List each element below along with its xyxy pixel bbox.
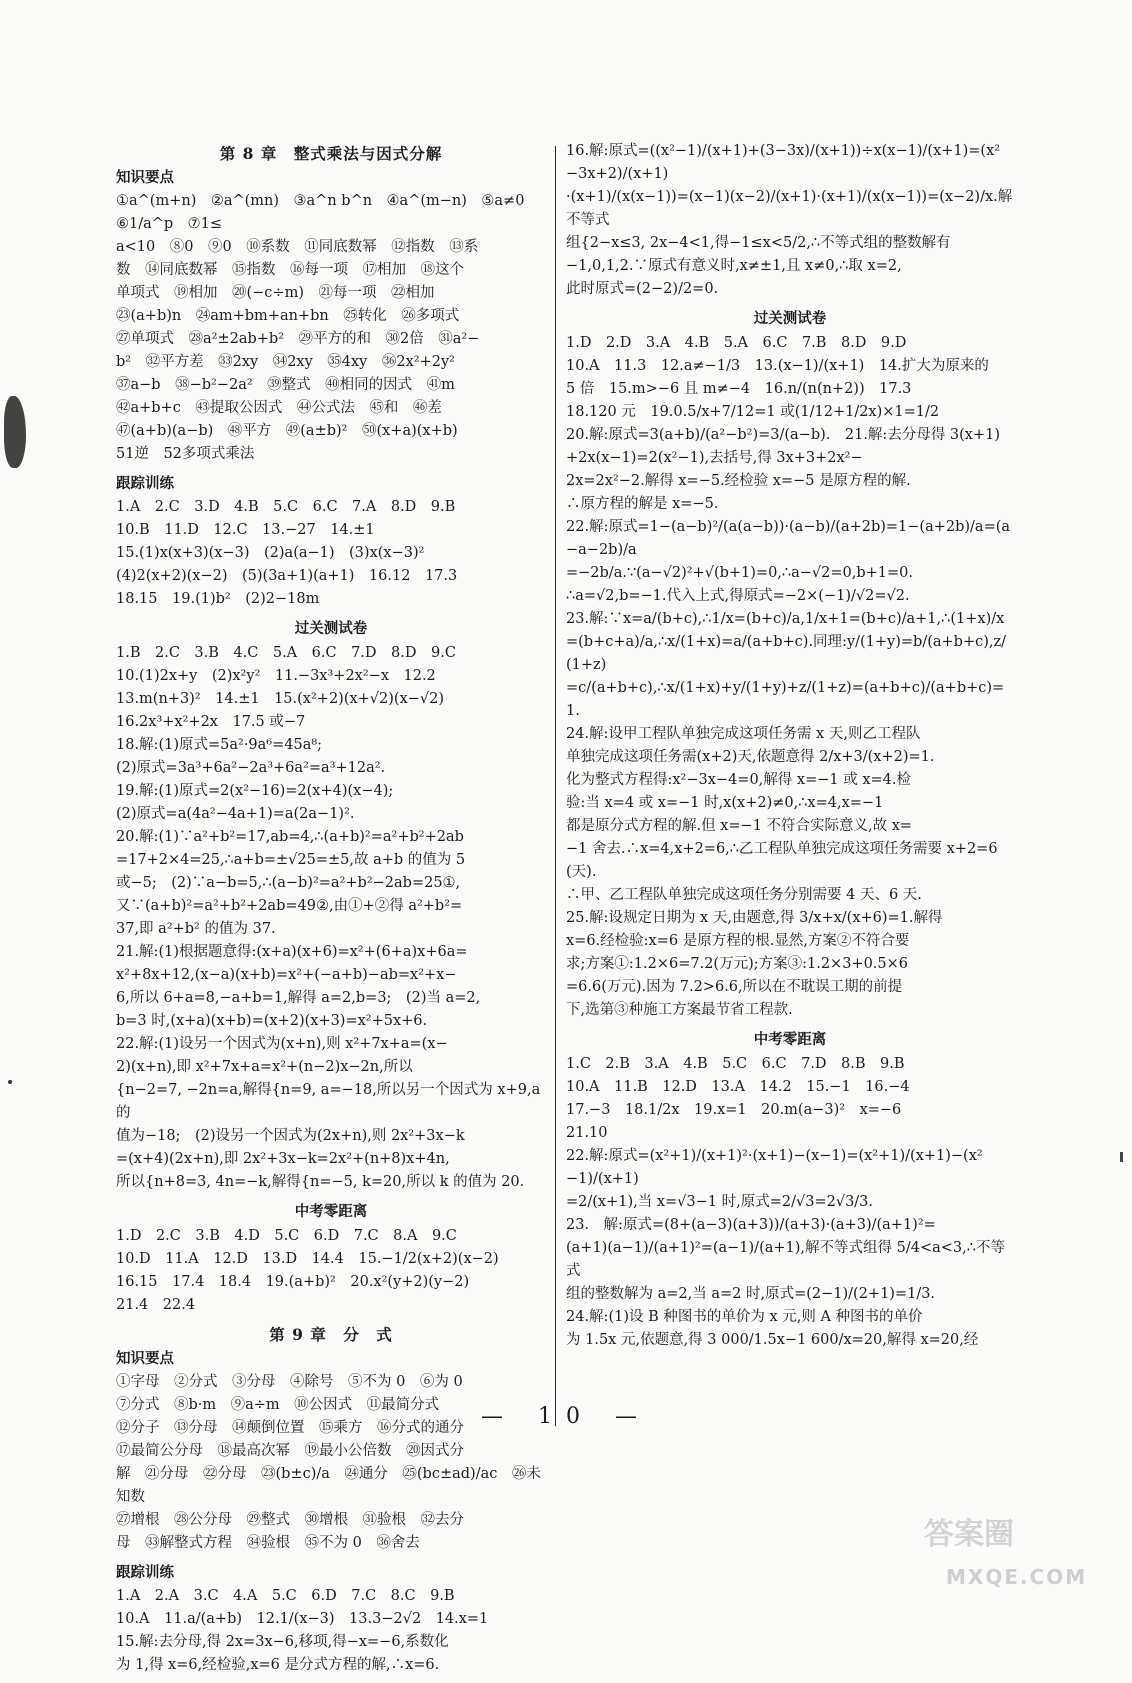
- answer-line: (4)2(x+2)(x−2) (5)(3a+1)(a+1) 16.12 17.3: [116, 568, 458, 584]
- answer-line: +2x(x−1)=2(x²−1),去括号,得 3x+3+2x²−: [566, 450, 863, 466]
- answer-line: =(b+c+a)/a,∴x/(1+x)=a/(a+b+c).同理:y/(1+y)=b/(a+b+c),z/(1+z): [566, 634, 1007, 673]
- answer-line: 20.解:(1)∵a²+b²=17,ab=4,∴(a+b)²=a²+b²+2ab: [116, 829, 464, 845]
- section-heading: 跟踪训练: [116, 1564, 174, 1581]
- answer-line: 18.120 元 19.0.5/x+7/12=1 或(1/12+1/2x)×1=1/2: [566, 404, 940, 420]
- answer-line: 21.4 22.4: [116, 1297, 196, 1313]
- section-heading: 过关测试卷: [294, 620, 368, 637]
- answer-line: 1.C 2.B 3.A 4.B 5.C 6.C 7.D 8.B 9.B: [566, 1056, 905, 1072]
- answer-line: 组{2−x≤3, 2x−4<1,得−1≤x<5/2,∴不等式组的整数解有: [566, 235, 951, 251]
- right-column: [566, 140, 1014, 1358]
- answer-line: a<10 ⑧0 ⑨0 ⑩系数 ⑪同底数幂 ⑫指数 ⑬系: [116, 239, 479, 255]
- chapter-title: 第 8 章 整式乘法与因式分解: [219, 144, 443, 163]
- answer-line: 10.A 11.a/(a+b) 12.1/(x−3) 13.3−2√2 14.x=1: [116, 1611, 489, 1627]
- answer-line: ㉗增根 ㉘公分母 ㉙整式 ㉚增根 ㉛验根 ㉜去分: [116, 1512, 464, 1528]
- answer-line: ①a^(m+n) ②a^(mn) ③a^n b^n ④a^(m−n) ⑤a≠0 ⑥1/a^p ⑦1≤: [116, 193, 539, 232]
- answer-line: 15.解:去分母,得 2x=3x−6,移项,得−x=−6,系数化: [116, 1634, 449, 1650]
- column-divider: [555, 146, 556, 1426]
- watermark-logo-text: 答案圈: [924, 1517, 1014, 1552]
- answer-line: 22.解:原式=1−(a−b)²/(a(a−b))·(a−b)/(a+2b)=1−(a+2b)/a=(a−a−2b)/a: [566, 519, 1011, 558]
- answer-line: x²+8x+12,(x−a)(x+b)=x²+(−a+b)−ab=x²+x−: [116, 967, 457, 983]
- answer-line: 验:当 x=4 或 x=−1 时,x(x+2)≠0,∴x=4,x=−1: [566, 795, 884, 811]
- answer-line: ㊼(a+b)(a−b) ㊽平方 ㊾(a±b)² ㊿(x+a)(x+b): [116, 423, 458, 439]
- answer-line: −1 舍去.∴x=4,x+2=6,∴乙工程队单独完成这项任务需要 x+2=6(天).: [566, 841, 998, 880]
- tracking-answers-continued: [566, 140, 1014, 301]
- chapter-title: 第 9 章 分 式: [269, 1325, 393, 1344]
- answer-line: 1.A 2.C 3.D 4.B 5.C 6.C 7.A 8.D 9.B: [116, 499, 456, 515]
- answer-line: (2)原式=a(4a²−4a+1)=a(2a−1)².: [116, 806, 355, 822]
- answer-line: 17.−3 18.1/2x 19.x=1 20.m(a−3)² x=−6: [566, 1102, 902, 1118]
- answer-line: 1.A 2.A 3.C 4.A 5.C 6.D 7.C 8.C 9.B: [116, 1588, 455, 1604]
- answer-line: 2x=2x²−2.解得 x=−5.经检验 x=−5 是原方程的解.: [566, 473, 911, 489]
- answer-line: 16.解:原式=((x²−1)/(x+1)+(3−3x)/(x+1))÷x(x−1)/(x+1)=(x²−3x+2)/(x+1): [566, 143, 1001, 182]
- answer-line: 所以{n+8=3, 4n=−k,解得{n=−5, k=20,所以 k 的值为 20.: [116, 1174, 525, 1190]
- left-column: [116, 140, 546, 1683]
- answer-line: 37,即 a²+b² 的值为 37.: [116, 921, 276, 937]
- exam-answers: [116, 1225, 546, 1317]
- answer-line: 此时原式=(2−2)/2=0.: [566, 281, 719, 297]
- answer-line: =c/(a+b+c),∴x/(1+x)+y/(1+y)+z/(1+z)=(a+b+c)/(a+b+c)=1.: [566, 680, 1005, 719]
- knowledge-points: [116, 190, 546, 466]
- answer-line: 15.(1)x(x+3)(x−3) (2)a(a−1) (3)x(x−3)²: [116, 545, 425, 561]
- test-answers: [566, 332, 1014, 1022]
- answer-line: 22.解:(1)设另一个因式为(x+n),则 x²+7x+a=(x−: [116, 1036, 448, 1052]
- answer-line: 19.解:(1)原式=2(x²−16)=2(x+4)(x−4);: [116, 783, 394, 799]
- answer-line: 23.解:∵x=a/(b+c),∴1/x=(b+c)/a,1/x+1=(b+c)/a+1,∴(1+x)/x: [566, 611, 1005, 627]
- answer-line: 为 1,得 x=6,经检验,x=6 是分式方程的解,∴x=6.: [116, 1657, 440, 1673]
- answer-line: 数 ⑭同底数幂 ⑮指数 ⑯每一项 ⑰相加 ⑱这个: [116, 262, 464, 278]
- answer-line: 5 倍 15.m>−6 且 m≠−4 16.n/(n(n+2)) 17.3: [566, 381, 912, 397]
- answer-line: ⑫分子 ⑬分母 ⑭颠倒位置 ⑮乘方 ⑯分式的通分: [116, 1420, 464, 1436]
- answer-line: 16.15 17.4 18.4 19.(a+b)² 20.x²(y+2)(y−2): [116, 1274, 470, 1290]
- section-heading: 知识要点: [116, 1350, 174, 1367]
- answer-line: 20.解:原式=3(a+b)/(a²−b²)=3/(a−b). 21.解:去分母得 3(x+1): [566, 427, 1001, 443]
- answer-line: 为 1.5x 元,依题意,得 3 000/1.5x−1 600/x=20,解得 x=20,经: [566, 1332, 979, 1348]
- scan-dot: [1120, 1152, 1123, 1162]
- answer-line: ㊷a+b+c ㊸提取公因式 ㊹公式法 ㊺和 ㊻差: [116, 400, 442, 416]
- answer-line: 16.2x³+x²+2x 17.5 或−7: [116, 714, 306, 730]
- answer-line: 下,选第③种施工方案最节省工程款.: [566, 1002, 793, 1018]
- answer-line: 21.10: [566, 1125, 608, 1141]
- page-number-value: 10: [538, 1404, 594, 1429]
- answer-line: 单项式 ⑲相加 ⑳(−c÷m) ㉑每一项 ㉒相加: [116, 285, 435, 301]
- scan-dot: [8, 1080, 12, 1084]
- answer-line: 都是原分式方程的解.但 x=−1 不符合实际意义,故 x=: [566, 818, 913, 834]
- section-heading: 过关测试卷: [753, 310, 827, 327]
- section-heading: 中考零距离: [753, 1031, 827, 1048]
- answer-line: 组的整数解为 a=2,当 a=2 时,原式=(2−1)/(2+1)=1/3.: [566, 1286, 936, 1302]
- answer-line: (a+1)(a−1)/(a+1)²=(a−1)/(a+1),解不等式组得 5/4<a<3,∴不等式: [566, 1240, 1005, 1279]
- answer-line: ㉗单项式 ㉘a²±2ab+b² ㉙平方的和 ㉚2倍 ㉛a²−: [116, 331, 480, 347]
- exam-answers: [566, 1053, 1014, 1352]
- answer-line: 10.D 11.A 12.D 13.D 14.4 15.−1/2(x+2)(x−2): [116, 1251, 499, 1267]
- section-heading: 跟踪训练: [116, 475, 174, 492]
- answer-line: 2)(x+n),即 x²+7x+a=x²+(n−2)x−2n,所以: [116, 1059, 413, 1075]
- answer-line: ∴a=√2,b=−1.代入上式,得原式=−2×(−1)/√2=√2.: [566, 588, 910, 604]
- answer-line: 1.D 2.D 3.A 4.B 5.A 6.C 7.B 8.D 9.D: [566, 335, 907, 351]
- section-heading: 知识要点: [116, 169, 174, 186]
- watermark-logo: [916, 1506, 1116, 1596]
- answer-line: ①字母 ②分式 ③分母 ④除号 ⑤不为 0 ⑥为 0: [116, 1374, 463, 1390]
- answer-line: ∴甲、乙工程队单独完成这项任务分别需要 4 天、6 天.: [566, 887, 922, 903]
- answer-line: =17+2×4=25,∴a+b=±√25=±5,故 a+b 的值为 5: [116, 852, 466, 868]
- answer-line: =6.6(万元).因为 7.2>6.6,所以在不耽误工期的前提: [566, 979, 903, 995]
- answer-line: 23. 解:原式=(8+(a−3)(a+3))/(a+3)·(a+3)/(a+1)²=: [566, 1217, 936, 1233]
- answer-line: 51逆 52多项式乘法: [116, 446, 255, 462]
- answer-line: 或−5; (2)∵a−b=5,∴(a−b)²=a²+b²−2ab=25①,: [116, 875, 461, 891]
- answer-line: ⑦分式 ⑧b·m ⑨a÷m ⑩公因式 ⑪最简分式: [116, 1397, 440, 1413]
- answer-line: 22.解:原式=(x²+1)/(x+1)²·(x+1)−(x−1)=(x²+1)/(x+1)−(x²−1)/(x+1): [566, 1148, 983, 1187]
- tracking-answers: [116, 496, 546, 611]
- answer-line: 18.15 19.(1)b² (2)2−18m: [116, 591, 320, 607]
- answer-line: =2/(x+1),当 x=√3−1 时,原式=2/√3=2√3/3.: [566, 1194, 874, 1210]
- answer-line: 10.B 11.D 12.C 13.−27 14.±1: [116, 522, 375, 538]
- section-heading: 中考零距离: [294, 1203, 368, 1220]
- answer-line: {n−2=7, −2n=a,解得{n=9, a=−18,所以另一个因式为 x+9,a 的: [116, 1082, 545, 1121]
- answer-line: 10.A 11.3 12.a≠−1/3 13.(x−1)/(x+1) 14.扩大为原来的: [566, 358, 989, 374]
- answer-line: ·(x+1)/(x(x−1))=(x−1)(x−2)/(x+1)·(x+1)/(x(x−1))=(x−2)/x.解不等式: [566, 189, 1013, 228]
- answer-line: 10.A 11.B 12.D 13.A 14.2 15.−1 16.−4: [566, 1079, 910, 1095]
- answer-line: 1.B 2.C 3.B 4.C 5.A 6.C 7.D 8.D 9.C: [116, 645, 456, 661]
- answer-line: 10.(1)2x+y (2)x²y² 11.−3x³+2x²−x 12.2: [116, 668, 436, 684]
- answer-line: (2)原式=3a³+6a²−2a³+6a²=a³+12a².: [116, 760, 386, 776]
- answer-line: ㉓(a+b)n ㉔am+bm+an+bn ㉕转化 ㉖多项式: [116, 308, 460, 324]
- answer-line: =(x+4)(2x+n),即 2x²+3x−k=2x²+(n+8)x+4n,: [116, 1151, 450, 1167]
- answer-line: 解 ㉑分母 ㉒分母 ㉓(b±c)/a ㉔通分 ㉕(bc±ad)/ac ㉖未知数: [116, 1466, 541, 1505]
- answer-line: ∴原方程的解是 x=−5.: [566, 496, 719, 512]
- answer-line: 6,所以 6+a=8,−a+b=1,解得 a=2,b=3; (2)当 a=2,: [116, 990, 481, 1006]
- page-number: — 10 —: [481, 1404, 651, 1429]
- answer-line: 值为−18; (2)设另一个因式为(2x+n),则 2x²+3x−k: [116, 1128, 465, 1144]
- test-answers: [116, 642, 546, 1194]
- answer-line: b² ㉜平方差 ㉝2xy ㉞2xy ㉟4xy ㊱2x²+2y²: [116, 354, 455, 370]
- answer-line: ㊲a−b ㊳−b²−2a² ㊴整式 ㊵相同的因式 ㊶m: [116, 377, 455, 393]
- answer-line: 1.D 2.C 3.B 4.D 5.C 6.D 7.C 8.A 9.C: [116, 1228, 457, 1244]
- answer-line: b=3 时,(x+a)(x+b)=(x+2)(x+3)=x²+5x+6.: [116, 1013, 428, 1029]
- answer-line: 18.解:(1)原式=5a²·9a⁶=45a⁸;: [116, 737, 323, 753]
- answer-line: 13.m(n+3)² 14.±1 15.(x²+2)(x+√2)(x−√2): [116, 691, 445, 707]
- answer-line: −1,0,1,2.∵原式有意义时,x≠±1,且 x≠0,∴取 x=2,: [566, 258, 902, 274]
- answer-line: 24.解:设甲工程队单独完成这项任务需 x 天,则乙工程队: [566, 726, 921, 742]
- answer-line: =−2b/a.∵(a−√2)²+√(b+1)=0,∴a−√2=0,b+1=0.: [566, 565, 914, 581]
- answer-line: 求;方案①:1.2×6=7.2(万元);方案③:1.2×3+0.5×6: [566, 956, 909, 972]
- answer-line: x=6.经检验:x=6 是原方程的根.显然,方案②不符合要: [566, 933, 910, 949]
- watermark-url: MXQE.COM: [946, 1565, 1088, 1589]
- answer-line: 21.解:(1)根据题意得:(x+a)(x+6)=x²+(6+a)x+6a=: [116, 944, 468, 960]
- answer-line: 24.解:(1)设 B 种图书的单价为 x 元,则 A 种图书的单价: [566, 1309, 923, 1325]
- knowledge-points: [116, 1371, 546, 1555]
- answer-line: ⑰最简公分母 ⑱最高次幂 ⑲最小公倍数 ⑳因式分: [116, 1443, 464, 1459]
- tracking-answers: [116, 1585, 546, 1677]
- scan-ink-mark: [4, 396, 26, 468]
- answer-line: 25.解:设规定日期为 x 天,由题意,得 3/x+x/(x+6)=1.解得: [566, 910, 943, 926]
- answer-line: 母 ㉝解整式方程 ㉞验根 ㉟不为 0 ㊱舍去: [116, 1535, 420, 1551]
- answer-line: 化为整式方程得:x²−3x−4=0,解得 x=−1 或 x=4.检: [566, 772, 911, 788]
- answer-line: 又∵(a+b)²=a²+b²+2ab=49②,由①+②得 a²+b²=: [116, 898, 463, 914]
- answer-line: 单独完成这项任务需(x+2)天,依题意得 2/x+3/(x+2)=1.: [566, 749, 935, 765]
